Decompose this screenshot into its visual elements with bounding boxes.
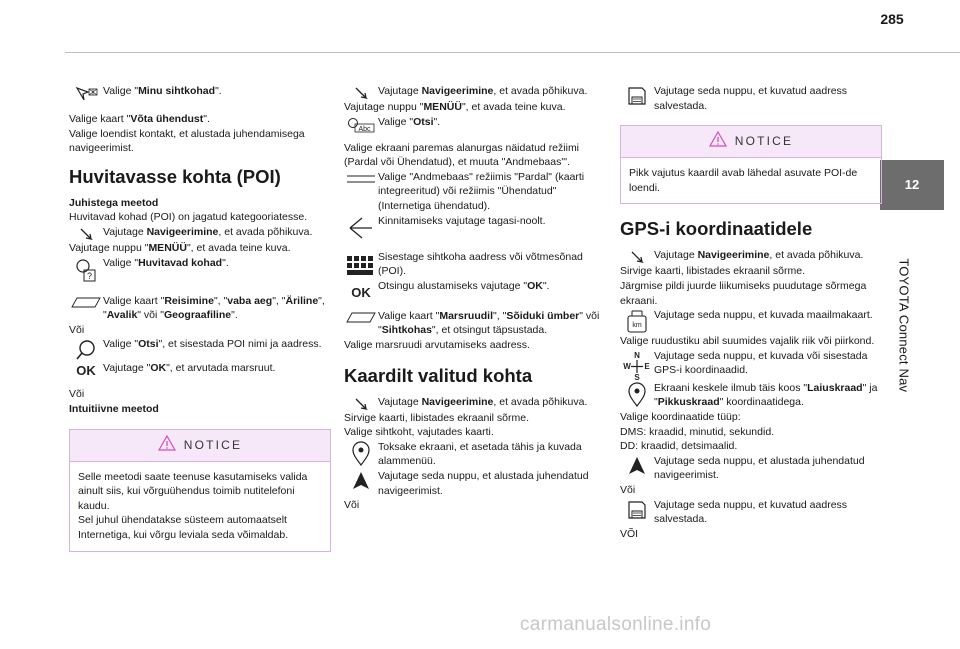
step-text: Vajutage seda nuppu, et kuvada või sisestada GPS-i koordinaadid.	[654, 349, 868, 377]
section-heading: Huvitavasse kohta (POI)	[69, 165, 281, 187]
paragraph: Valige marsruudi arvutamiseks aadress.	[344, 338, 530, 351]
step-text: Kinnitamiseks vajutage tagasi-noolt.	[378, 214, 546, 227]
step-text: Toksake ekraani, et asetada tähis ja kuvada alammenüü.	[378, 440, 582, 468]
search-magnifier-icon	[69, 337, 103, 361]
card-tab-icon	[344, 309, 378, 323]
paragraph: Huvitavad kohad (POI) on jagatud kategooriatesse.	[69, 211, 308, 224]
compass-step	[620, 349, 882, 381]
notice-text: Selle meetodi saate teenuse kasutamiseks valida ainult siis, kui võrguühendus toimib nutitelefoni kaudu. Sel juhul ühendatakse süsteem automaatselt Internetiga, kui võrgu leviala seda võimaldab.	[78, 470, 308, 541]
svg-text:OK: OK	[76, 363, 96, 379]
keyboard-step	[344, 250, 606, 279]
navigation-step	[69, 225, 331, 241]
ok-text-icon	[344, 279, 378, 299]
ok-step	[69, 361, 331, 377]
poi-step	[69, 256, 331, 284]
database-step	[344, 170, 606, 214]
step-text: Valige kaart "Reisimine", "vaba aeg", "Äriline", "Avalik" või "Geograafiline".	[103, 294, 325, 322]
chapter-title	[890, 215, 916, 435]
step-text: Vajutage seda nuppu, et alustada juhendatud navigeerimist.	[378, 469, 589, 497]
paragraph: Järgmise pildi juurde liikumiseks puudutage sõrmega ekraani.	[620, 279, 867, 307]
svg-text:?: ?	[86, 270, 93, 281]
section-heading: GPS-i koordinaatidele	[620, 218, 813, 240]
pin-step	[344, 440, 606, 469]
svg-text:N: N	[634, 350, 640, 360]
save-step	[620, 498, 882, 527]
search-step	[69, 337, 331, 361]
ok-text-icon	[69, 361, 103, 377]
navigation-arrow-icon	[344, 84, 378, 100]
column-left	[69, 84, 331, 552]
subheading: Intuitiivne meetod	[69, 402, 159, 415]
keyboard-grid-icon	[344, 250, 378, 276]
step-text: Vajutage Navigeerimine, et avada põhikuva.	[378, 395, 588, 408]
step-text: Vajutage seda nuppu, et kuvatud aadress salvestada.	[654, 498, 848, 526]
paragraph: Vajutage nuppu "MENÜÜ", et avada teine kuva.	[344, 101, 566, 113]
paragraph: VÕI	[620, 527, 639, 540]
navigation-step	[344, 84, 606, 100]
paragraph: DD: kraadid, detsimaalid.	[620, 440, 738, 453]
notice-title: NOTICE	[183, 437, 243, 452]
step-text: Vajutage "OK", et arvutada marsruut.	[103, 362, 276, 375]
step-text: Valige "Huvitavad kohad".	[103, 256, 229, 269]
world-map-step	[620, 308, 882, 334]
navigation-arrow-icon	[69, 225, 103, 241]
step-text: Vajutage Navigeerimine, et avada põhikuva.	[378, 85, 588, 97]
paragraph: Sirvige kaarti, libistades ekraanil sõrme.	[344, 411, 529, 424]
subheading: Juhistega meetod	[69, 196, 159, 209]
card-tab-icon	[69, 294, 103, 308]
compass-coordinates-icon	[620, 349, 654, 381]
svg-text:OK: OK	[351, 284, 371, 300]
back-arrow-icon	[344, 214, 378, 240]
paragraph: Või	[69, 388, 85, 401]
step-text: Valige kaart "Marsruudil", "Sõiduki ümber" või "Sihtkohas", et otsingut täpsustada.	[378, 309, 600, 337]
svg-text:S: S	[634, 372, 640, 382]
step-text: Valige "Otsi".	[378, 115, 441, 128]
paragraph: Või	[344, 499, 360, 512]
paragraph: Valige koordinaatide tüüp:	[620, 410, 741, 423]
favorites-step	[69, 84, 331, 102]
step-text: Vajutage seda nuppu, et kuvatud aadress salvestada.	[654, 85, 848, 112]
svg-text:km: km	[632, 322, 642, 330]
step-text: Otsingu alustamiseks vajutage "OK".	[378, 279, 550, 292]
step-text: Vajutage Navigeerimine, et avada põhikuva.	[103, 225, 313, 238]
location-pin-icon	[344, 440, 378, 466]
database-toggle-icon	[344, 170, 378, 184]
save-step	[620, 84, 882, 113]
step-text: Vajutage Navigeerimine, et avada põhikuva.	[654, 249, 864, 262]
navigation-arrow-icon	[620, 248, 654, 264]
paragraph: Või	[620, 483, 636, 496]
navigation-step	[344, 395, 606, 411]
start-navigation-icon	[344, 469, 378, 491]
world-map-icon	[620, 308, 654, 334]
go-step	[620, 454, 882, 483]
notice-box	[69, 429, 331, 552]
warning-triangle-icon	[709, 131, 727, 152]
back-step	[344, 214, 606, 240]
step-text: Valige "Otsi", et sisestada POI nimi ja aadress.	[103, 338, 322, 351]
step-text: Ekraani keskele ilmub täis koos "Laiuskraad" ja "Pikkuskraad" koordinaatidega.	[654, 381, 878, 409]
favorites-pin-icon	[69, 84, 103, 102]
step-text: Valige "Andmebaas" režiimis "Pardal" (kaarti integreeritud) või režiimis "Ühendatud" (Internetiga ühendatud).	[378, 170, 585, 212]
location-pin-icon	[620, 381, 654, 407]
notice-header	[70, 430, 330, 462]
go-step	[344, 469, 606, 498]
paragraph: Valige ekraani paremas alanurgas näidatud režiimi (Pardal või Ühendatud), et muuta "Andmebaas"'.	[344, 141, 580, 169]
navigation-step	[620, 248, 882, 264]
notice-box	[620, 125, 882, 204]
paragraph: Valige ruudustiku abil suumides vajalik riik või piirkond.	[620, 335, 875, 348]
header-divider	[65, 52, 960, 53]
watermark: carmanualsonline.info	[520, 614, 712, 635]
chapter-number-tab: 12	[880, 160, 944, 210]
step-text: Valige "Minu sihtkohad".	[103, 85, 222, 97]
ok-step	[344, 279, 606, 299]
card-step	[69, 294, 331, 323]
paragraph: Või	[69, 323, 85, 336]
search-text-icon	[344, 115, 378, 133]
notice-text: Pikk vajutus kaardil avab lähedal asuvate POI-de loendi.	[629, 167, 858, 194]
poi-search-icon	[69, 256, 103, 284]
save-disk-icon	[620, 498, 654, 520]
chapter-title-text: TOYOTA Connect Nav	[896, 258, 912, 392]
navigation-arrow-icon	[344, 395, 378, 411]
notice-header	[621, 126, 881, 158]
save-disk-icon	[620, 84, 654, 106]
svg-text:E: E	[644, 361, 650, 371]
card-step	[344, 309, 606, 338]
step-text: Vajutage seda nuppu, et alustada juhendatud navigeerimist.	[654, 454, 865, 482]
paragraph: Valige sihtkoht, vajutades kaarti.	[344, 426, 494, 439]
marker-step	[620, 381, 882, 410]
page-number: 285	[880, 11, 904, 27]
column-right	[620, 84, 882, 541]
step-text: Vajutage seda nuppu, et kuvada maailmakaart.	[654, 309, 873, 322]
paragraph: Valige loendist kontakt, et alustada juhendamisega navigeerimist.	[69, 127, 305, 155]
start-navigation-icon	[620, 454, 654, 476]
paragraph: DMS: kraadid, minutid, sekundid.	[620, 425, 775, 438]
paragraph: Vajutage nuppu "MENÜÜ", et avada teine kuva.	[69, 241, 291, 254]
svg-text:W: W	[623, 361, 631, 371]
svg-text:Abc: Abc	[358, 125, 371, 133]
paragraph: Sirvige kaarti, libistades ekraanil sõrme.	[620, 265, 805, 278]
search-step	[344, 115, 606, 133]
paragraph: Valige kaart "Võta ühendust".	[69, 113, 210, 125]
notice-title: NOTICE	[734, 134, 794, 149]
step-text: Sisestage sihtkoha aadress või võtmesõnad (POI).	[378, 250, 583, 278]
warning-triangle-icon	[158, 435, 176, 456]
section-heading: Kaardilt valitud kohta	[344, 364, 533, 386]
column-middle	[344, 84, 606, 513]
